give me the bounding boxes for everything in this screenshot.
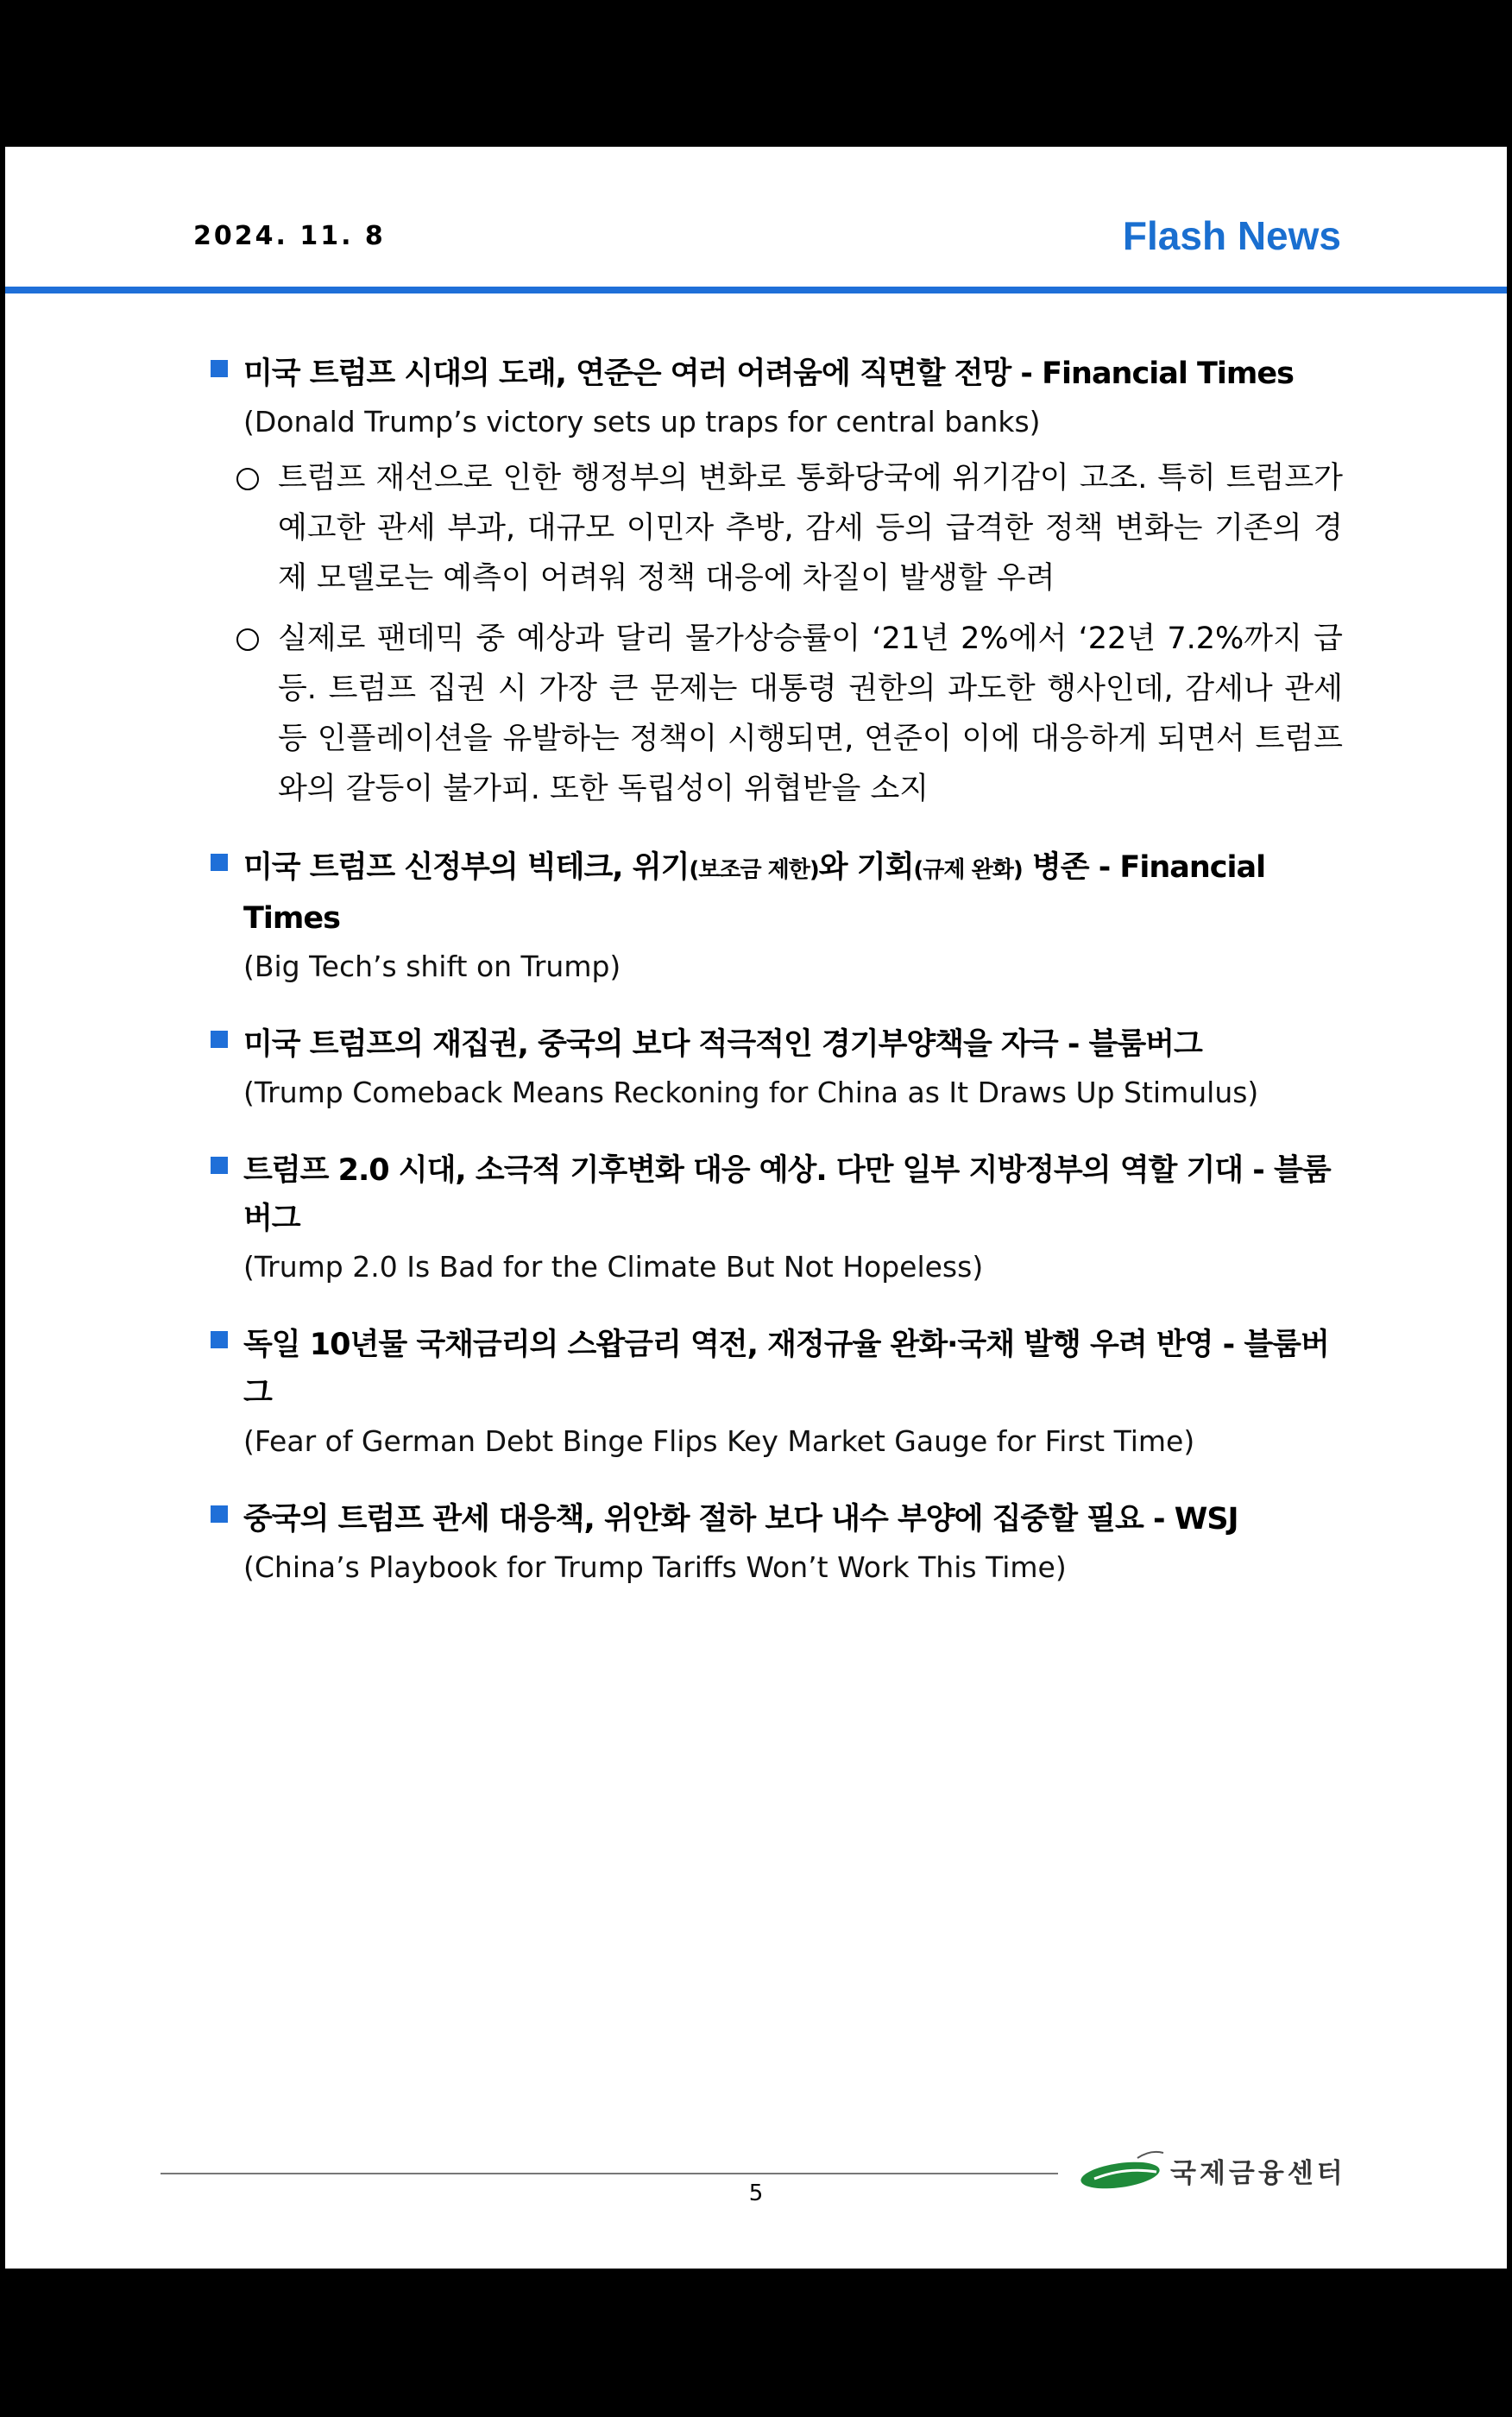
bullet-text: 트럼프 재선으로 인한 행정부의 변화로 통화당국에 위기감이 고조. 특히 트럼프가 예고한 관세 부과, 대규모 이민자 추방, 감세 등의 급격한 정책 변화는 기존의 경제 모델로는 예측이 어려워 정책 대응에 차질이 발생할 우려 — [278, 461, 1343, 596]
bullet-text: 실제로 팬데믹 중 예상과 달리 물가상승률이 ‘21년 2%에서 ‘22년 7.2%까지 급등. 트럼프 집권 시 가장 큰 문제는 대통령 권한의 과도한 행사인데, 감세나 관세 등 인플레이션을 유발하는 정책이 시행되면, 연준이 이에 대응하게 되면서 트럼프와의 갈등이 불가피. 또한 독립성이 위협받을 소지 — [278, 622, 1343, 806]
news-source-title: (Trump 2.0 Is Bad for the Climate But Not Hopeless) — [243, 1250, 984, 1284]
news-item — [204, 1495, 1343, 1592]
institution-name: 국제금융센터 — [1170, 2158, 1346, 2189]
news-headline: 미국 트럼프 신정부의 빅테크, 위기(보조금 제한)와 기회(규제 완화) 병존 - Financial Times — [243, 850, 1266, 936]
page-number: 5 — [748, 2180, 764, 2206]
news-source-title: (Trump Comeback Means Reckoning for China as It Draws Up Stimulus) — [243, 1076, 1259, 1109]
bullet-point — [233, 614, 1343, 814]
circle-bullet-icon — [236, 628, 259, 651]
news-headline: 독일 10년물 국채금리의 스왑금리 역전, 재정규율 완화·국채 발행 우려 반영 - 블룸버그 — [243, 1328, 1329, 1410]
news-list — [204, 350, 1343, 1621]
news-item — [204, 1146, 1343, 1291]
square-bullet-icon — [211, 1331, 228, 1348]
news-headline: 트럼프 2.0 시대, 소극적 기후변화 대응 예상. 다만 일부 지방정부의 역할 기대 - 블룸버그 — [243, 1153, 1331, 1236]
bullet-point — [233, 453, 1343, 603]
news-bullets — [233, 453, 1343, 814]
news-source-title: (Donald Trump’s victory sets up traps for central banks) — [243, 405, 1041, 439]
square-bullet-icon — [211, 1031, 228, 1048]
news-item — [204, 1321, 1343, 1466]
news-item — [204, 1020, 1343, 1117]
brand-title: Flash News — [1122, 213, 1341, 258]
square-bullet-icon — [211, 1505, 228, 1523]
header-rule — [5, 287, 1507, 293]
news-headline: 미국 트럼프의 재집권, 중국의 보다 적극적인 경기부양책을 자극 - 블룸버그 — [243, 1027, 1202, 1062]
news-item — [204, 350, 1343, 814]
news-headline: 미국 트럼프 시대의 도래, 연준은 여러 어려움에 직면할 전망 - Financial Times — [243, 357, 1294, 391]
square-bullet-icon — [211, 1157, 228, 1174]
footer-rule — [161, 2173, 1058, 2174]
document-page — [5, 147, 1507, 2269]
square-bullet-icon — [211, 854, 228, 871]
news-source-title: (Big Tech’s shift on Trump) — [243, 950, 621, 983]
news-headline: 중국의 트럼프 관세 대응책, 위안화 절하 보다 내수 부양에 집중할 필요 - WSJ — [243, 1502, 1238, 1537]
news-item — [204, 843, 1343, 991]
circle-bullet-icon — [236, 468, 259, 490]
report-date: 2024. 11. 8 — [193, 221, 386, 251]
news-source-title: (Fear of German Debt Binge Flips Key Market Gauge for First Time) — [243, 1424, 1195, 1458]
news-source-title: (China’s Playbook for Trump Tariffs Won’t Work This Time) — [243, 1550, 1067, 1584]
square-bullet-icon — [211, 360, 228, 377]
